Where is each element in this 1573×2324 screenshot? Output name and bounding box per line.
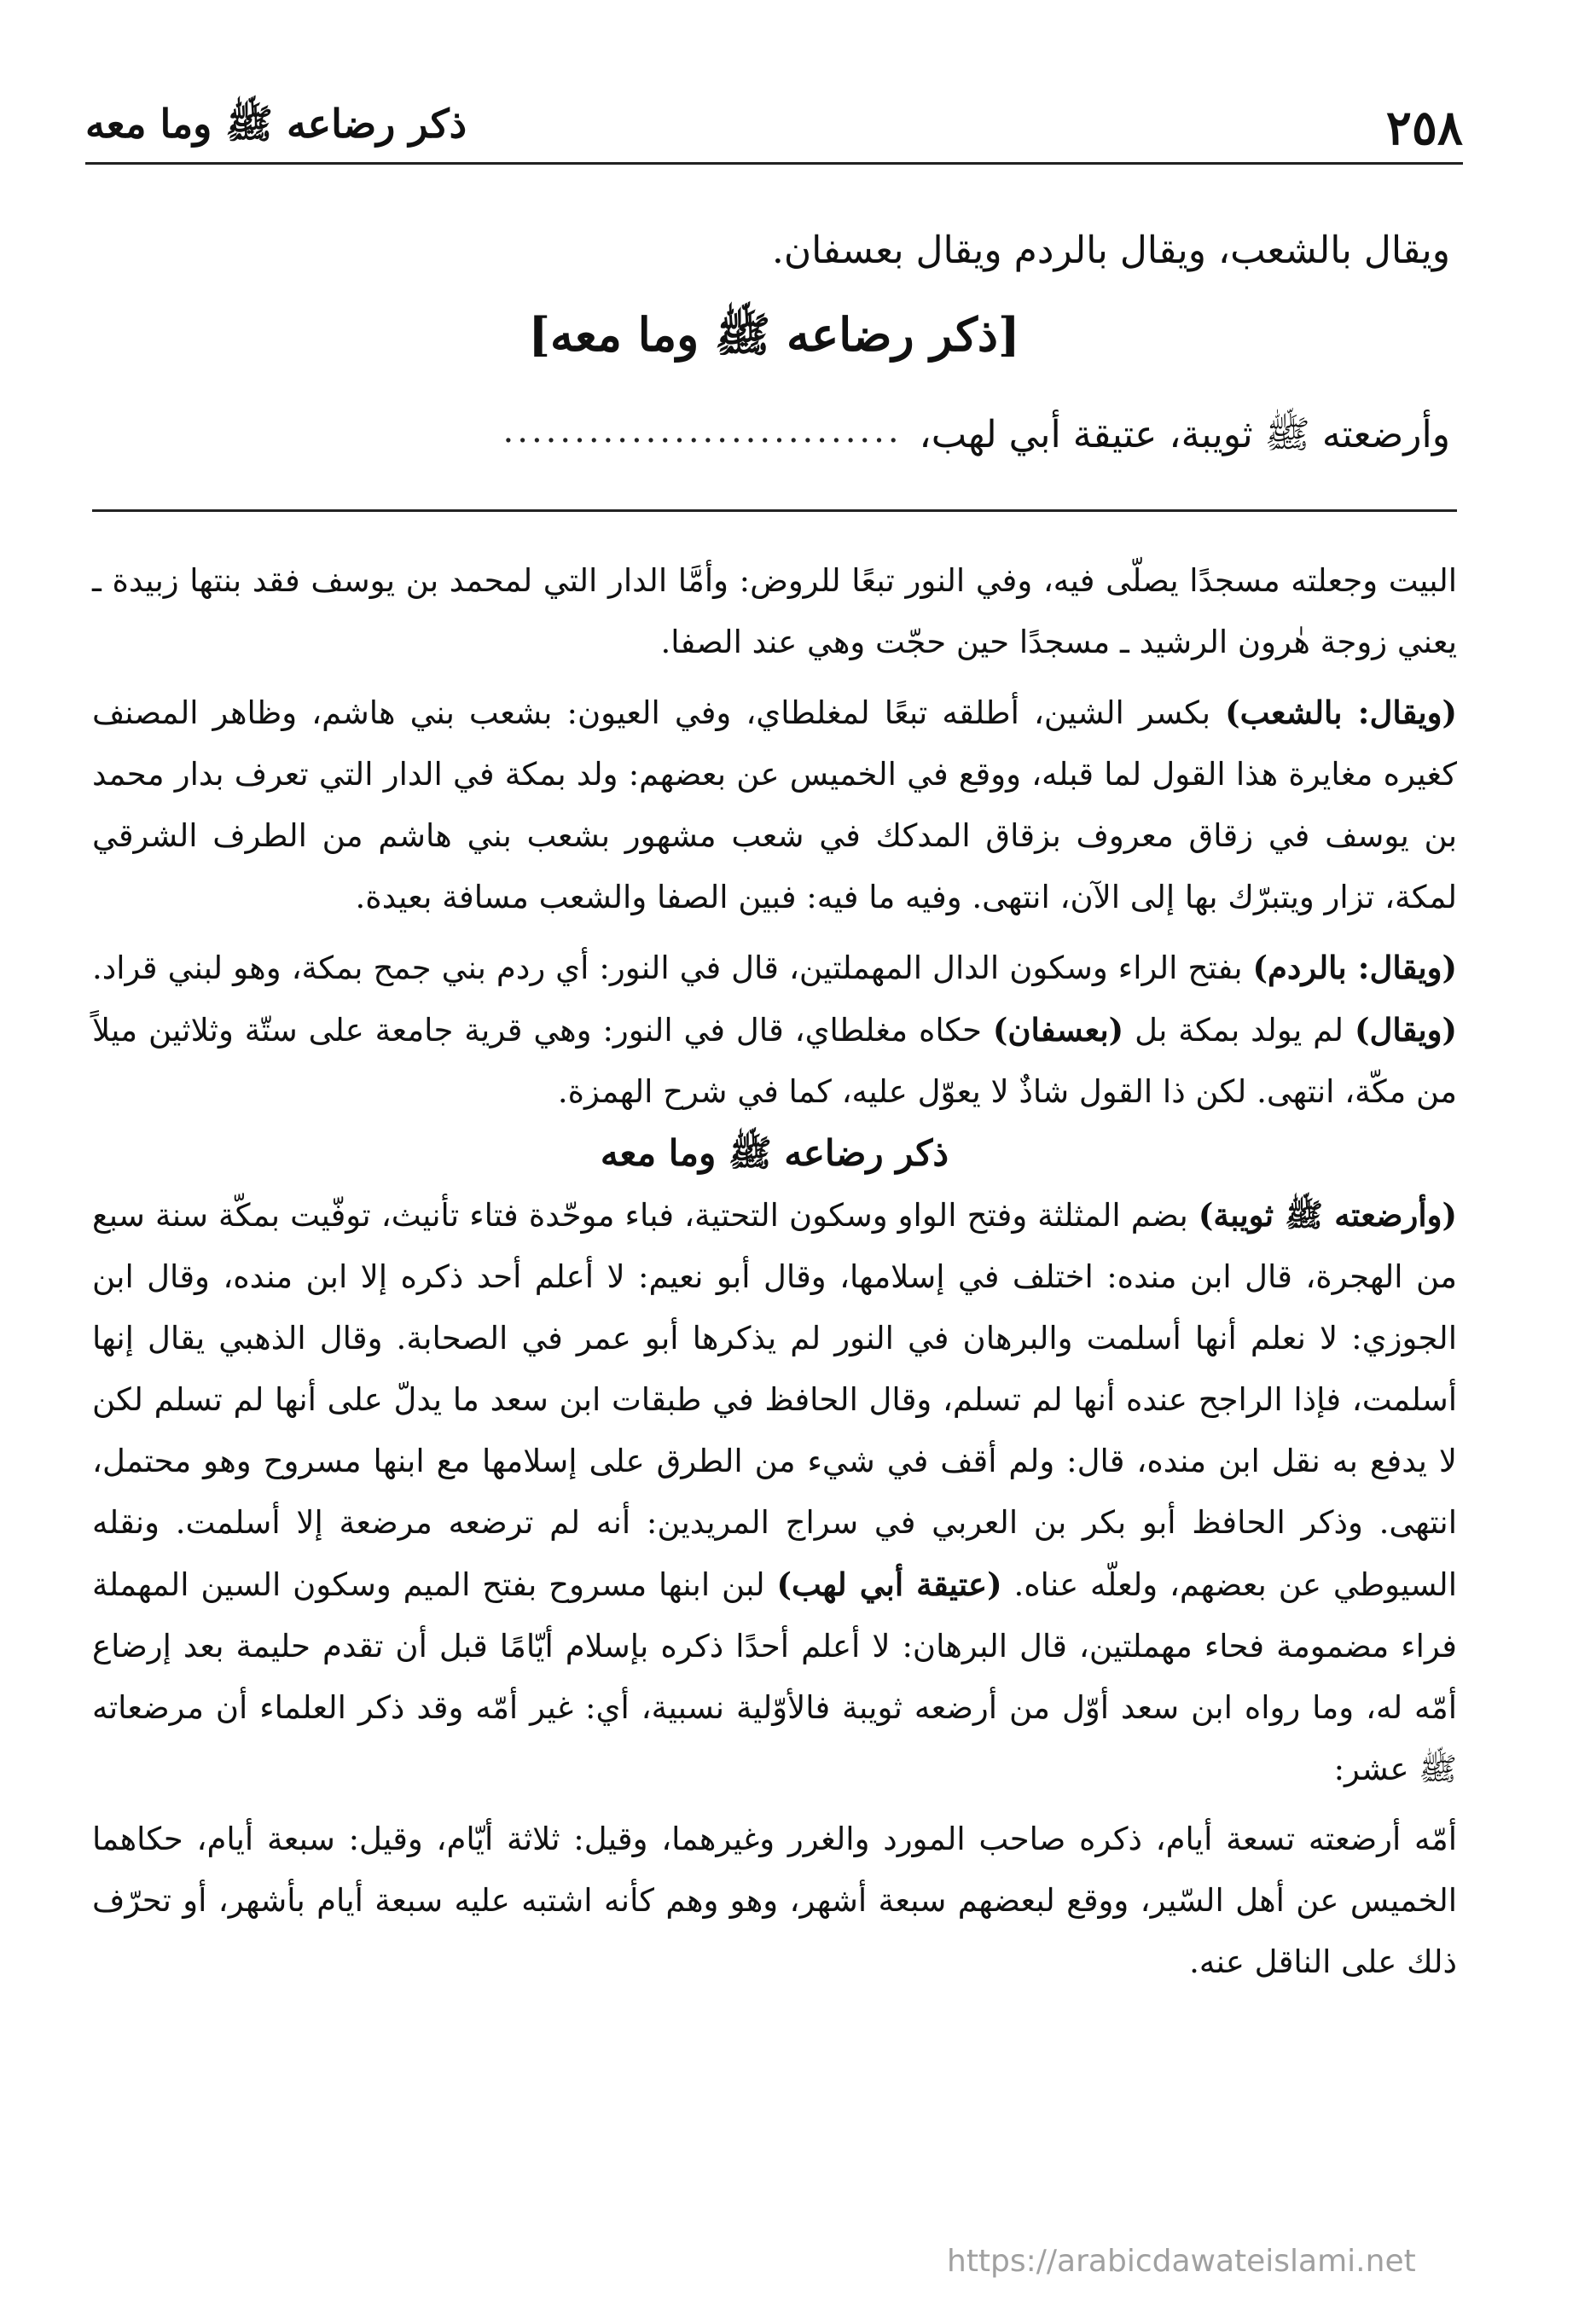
- commentary-paragraph: [92, 682, 1457, 928]
- quoted-lemma: (بعسفان): [992, 1011, 1124, 1049]
- running-title: ذكر رضاعه ﷺ وما معه: [85, 100, 467, 147]
- paragraph-text: لبن ابنها مسروح بفتح الميم وسكون السين المهملة فراء مضمومة فحاء مهملتين، قال البرهان: لا أعلم أحدًا ذكره بإسلام أيّامًا قبل أن تقدم حليمة بعد إرضاع أمّه له، وما رواه ابن سعد أوّل من أرضعه ثويبة فالأوّلية نسبية، أي: غير أمّه وقد ذكر العلماء أن مرضعاته ﷺ عشر:: [92, 1566, 1457, 1787]
- matn-line-2-text: وأرضعته ﷺ ثويبة، عتيقة أبي لهب،: [919, 413, 1450, 456]
- quoted-lemma: (وأرضعته ﷺ ثويبة): [1198, 1196, 1458, 1234]
- paragraph-text: البيت وجعلته مسجدًا يصلّى فيه، وفي النور تبعًا للروض: وأمَّا الدار التي لمحمد بن يوسف فقد بنتها زبيدة ـ يعني زوجة هٰرون الرشيد ـ مسجدًا حين حجّت وهي عند الصفا.: [92, 562, 1457, 660]
- quoted-lemma: (ويقال: بالردم): [1252, 949, 1457, 986]
- matn-line-2: [94, 411, 1450, 466]
- paragraph-text: بفتح الراء وسكون الدال المهملتين، قال في النور: أي ردم بني جمح بمكة، وهو لبني قراد.: [92, 950, 1253, 986]
- ellipsis-dots: ............................: [502, 411, 903, 450]
- commentary-paragraph: [92, 550, 1457, 673]
- page-number: ٢٥٨: [1385, 100, 1463, 156]
- commentary-text: [92, 550, 1457, 1993]
- commentary-paragraph: [92, 937, 1457, 1123]
- commentary-paragraph: [92, 1184, 1457, 1800]
- commentary-subheading: ذكر رضاعه ﷺ وما معه: [600, 1132, 949, 1174]
- running-header: [85, 94, 1463, 165]
- paragraph-text: حكاه مغلطاي، قال في النور: وهي قرية جامعة على ستّة وثلاثين ميلاً من مكّة، انتهى. لكن ذا القول شاذٌ لا يعوّل عليه، كما في شرح الهمزة.: [92, 1012, 1457, 1110]
- quoted-lemma: (ويقال: بالشعب): [1225, 694, 1457, 731]
- watermark-url: https://arabicdawateislami.net: [947, 2244, 1416, 2279]
- matn-line-1: ويقال بالشعب، ويقال بالردم ويقال بعسفان.: [771, 229, 1450, 272]
- paragraph-text: لم يولد بمكة بل: [1123, 1012, 1355, 1049]
- section-heading: [ذكر رضاعه ﷺ وما معه]: [528, 307, 1020, 362]
- paragraph-text: بكسر الشين، أطلقه تبعًا لمغلطاي، وفي العيون: بشعب بني هاشم، وظاهر المصنف كغيره مغايرة هذا القول لما قبله، ووقع في الخميس عن بعضهم: ولد بمكة في الدار التي تعرف بدار محمد بن يوسف في زقاق معروف بزقاق المدكك في شعب مشهور بشعب بني هاشم من الطرف الشرقي لمكة، تزار ويتبرّك بها إلى الآن، انتهى. وفيه ما فيه: فبين الصفا والشعب مسافة بعيدة.: [92, 694, 1457, 915]
- quoted-lemma: (ويقال): [1354, 1011, 1457, 1049]
- quoted-lemma: (عتيقة أبي لهب): [776, 1566, 1002, 1603]
- commentary-paragraph: [92, 1809, 1457, 1993]
- paragraph-text: أمّه أرضعته تسعة أيام، ذكره صاحب المورد والغرر وغيرهما، وقيل: ثلاثة أيّام، وقيل: سبعة أيام، حكاهما الخميس عن أهل السّير، ووقع لبعضهم سبعة أشهر، وهو وهم كأنه اشتبه عليه سبعة أيام بأشهر، أو تحرّف ذلك على الناقل عنه.: [92, 1821, 1457, 1980]
- footnote-separator: [92, 509, 1457, 512]
- paragraph-text: بضم المثلثة وفتح الواو وسكون التحتية، فباء موحّدة فتاء تأنيث، توفّيت بمكّة سنة سبع من الهجرة، قال ابن منده: اختلف في إسلامها، وقال أبو نعيم: لا أعلم أحد ذكره إلا ابن منده، وقال ابن الجوزي: لا نعلم أنها أسلمت والبرهان في النور لم يذكرها أبو عمر في الصحابة. وقال الذهبي يقال إنها أسلمت، فإذا الراجح عنده أنها لم تسلم، وقال الحافظ في طبقات ابن سعد ما يدلّ على أنها لم تسلم لكن لا يدفع به نقل ابن منده، قال: ولم أقف في شيء من الطرق على إسلامها مع ابنها مسروح وهو محتمل، انتهى. وذكر الحافظ أبو بكر بن العربي في سراج المريدين: أنه لم ترضعه مرضعة إلا أسلمت. ونقله السيوطي عن بعضهم، ولعلّه عناه.: [92, 1197, 1457, 1603]
